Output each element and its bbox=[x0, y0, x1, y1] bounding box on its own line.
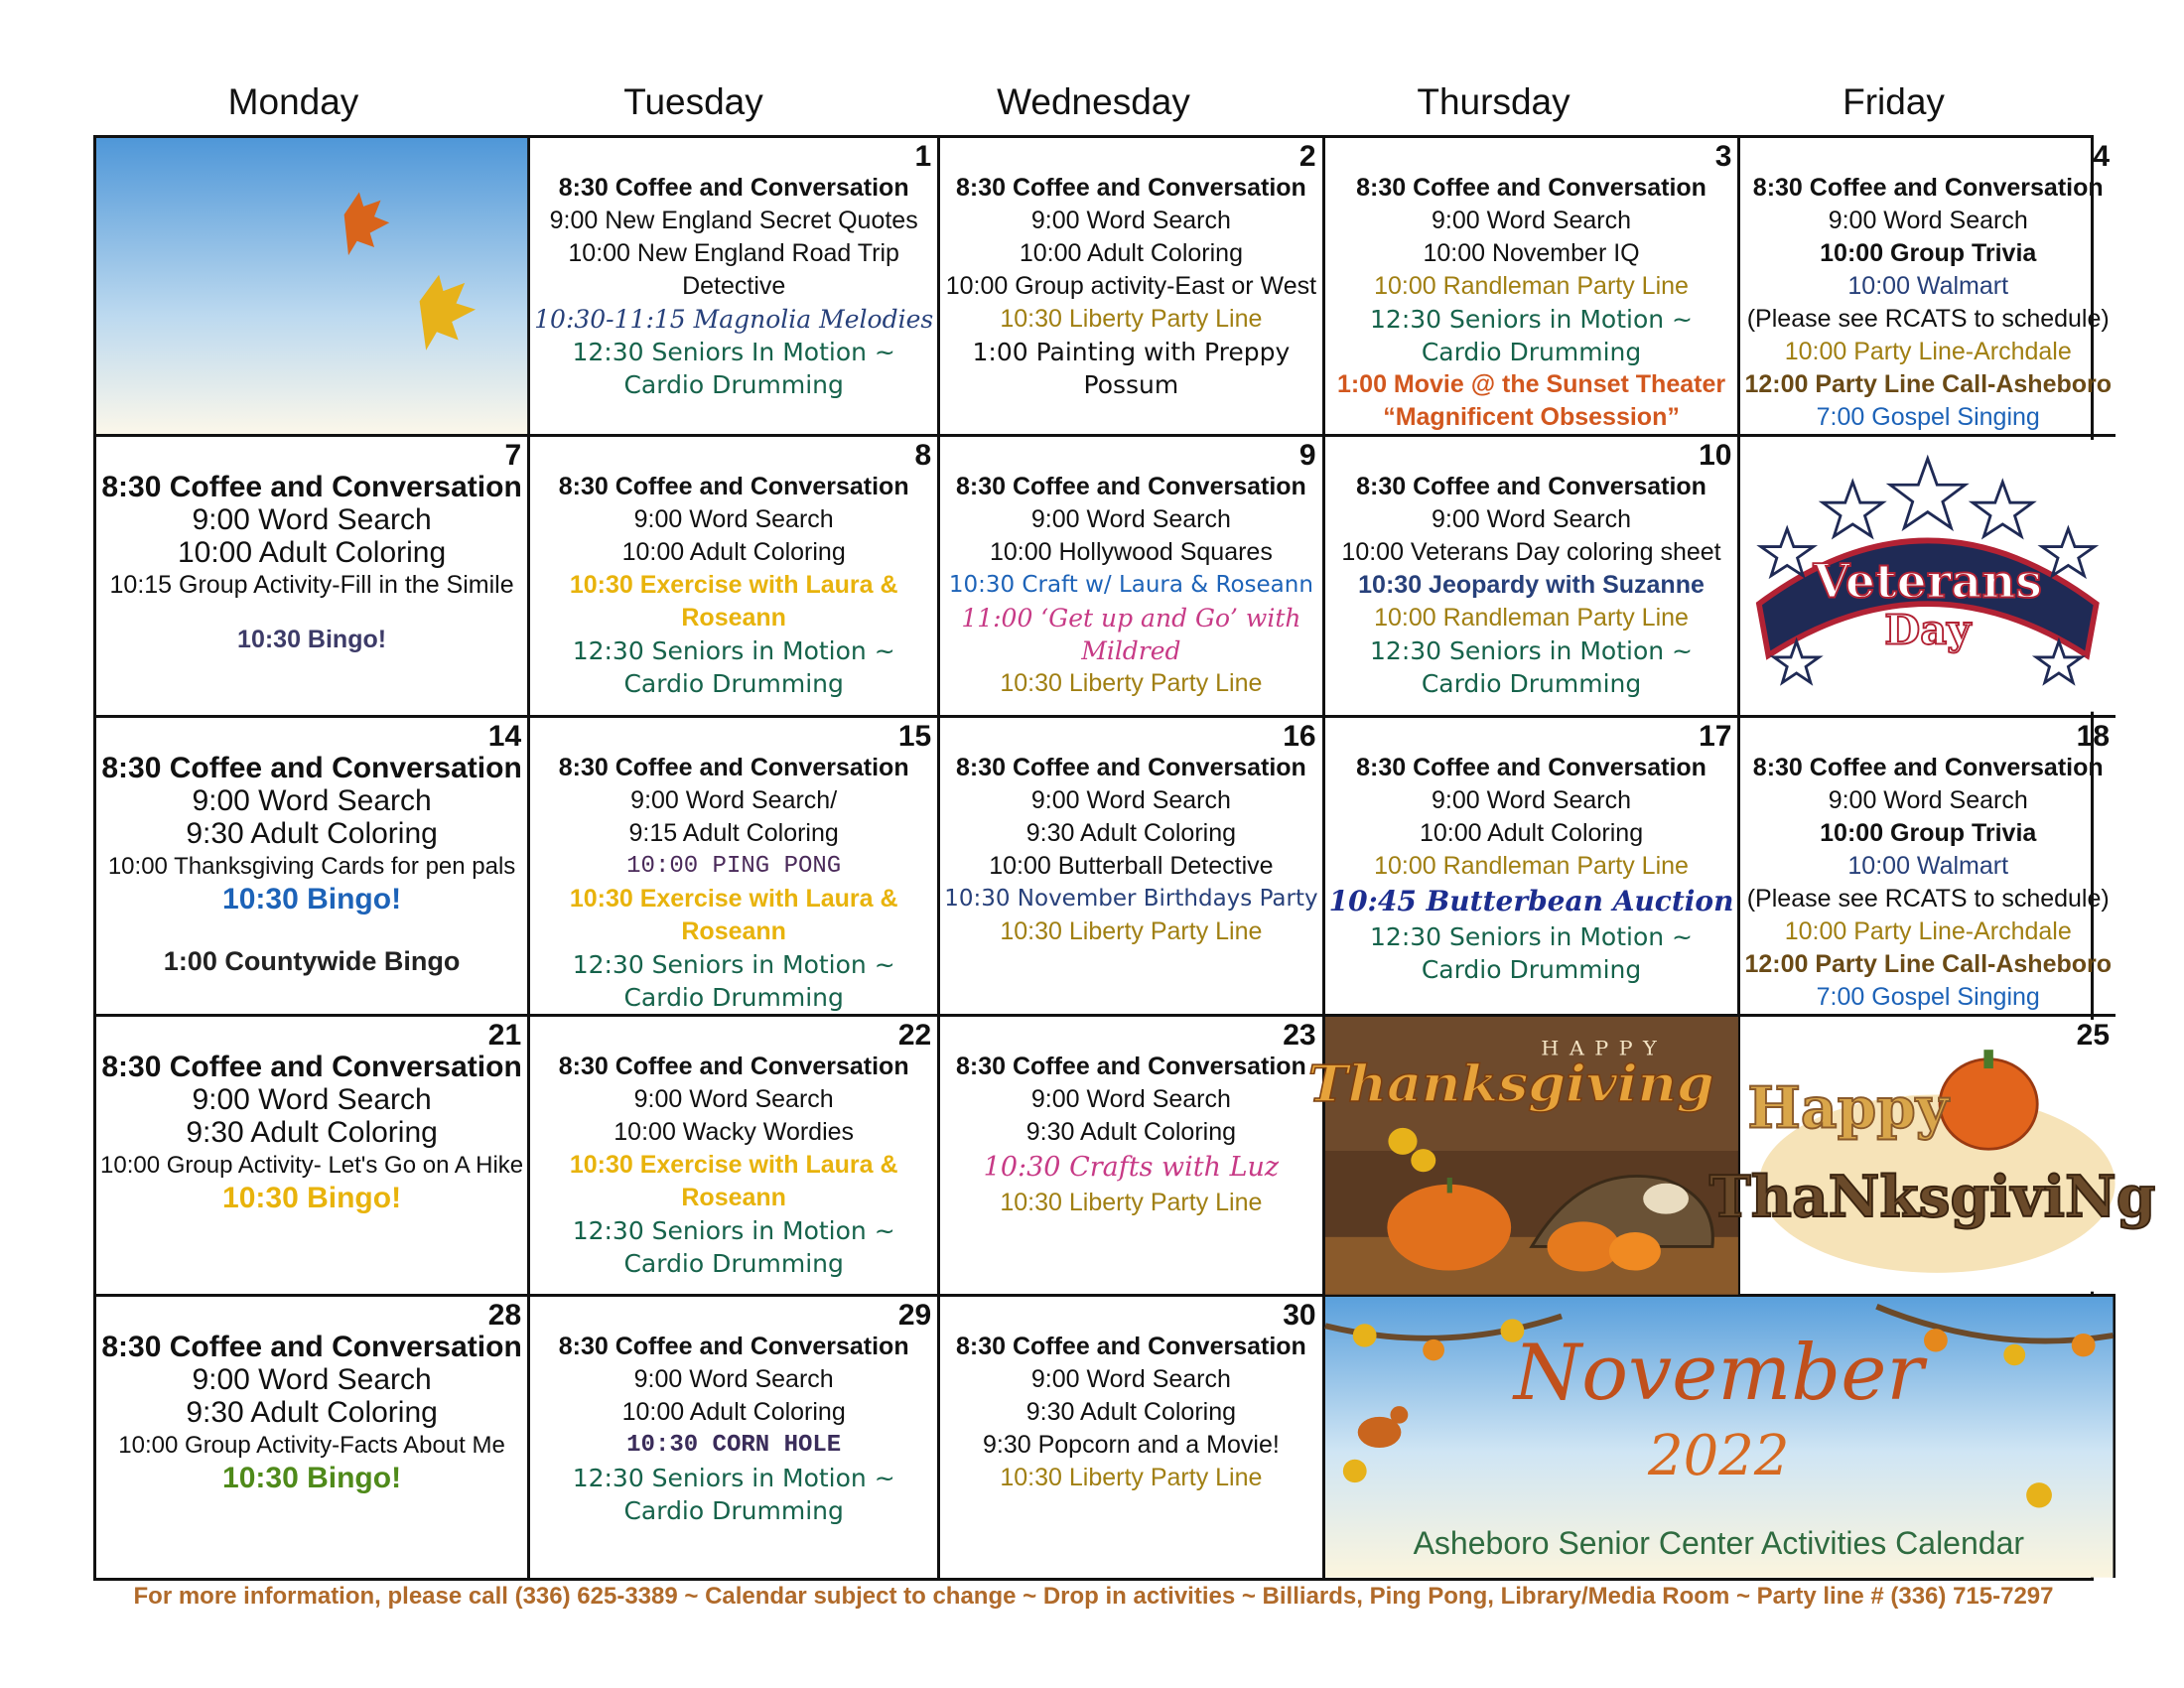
thanksgiving-sign-text: ThaNksgiviNg bbox=[1709, 1164, 2156, 1230]
event-line: 8:30 Coffee and Conversation bbox=[955, 1333, 1306, 1361]
event-line: 10:00 November IQ bbox=[1423, 239, 1640, 267]
event-line: 10:30 Liberty Party Line bbox=[1000, 305, 1263, 333]
event-line: 9:00 New England Secret Quotes bbox=[549, 207, 918, 234]
event-line: 8:30 Coffee and Conversation bbox=[1752, 753, 2104, 781]
event-line: 9:30 Adult Coloring bbox=[186, 816, 438, 850]
event-line: 10:00 PING PONG bbox=[626, 852, 842, 880]
event-line: 9:30 Popcorn and a Movie! bbox=[982, 1431, 1280, 1460]
day-cell-23 bbox=[940, 1017, 1324, 1298]
veterans-day-image bbox=[1740, 437, 2116, 718]
day-cell-4 bbox=[1740, 138, 2116, 437]
event-line: 10:30 Liberty Party Line bbox=[1000, 1188, 1263, 1216]
event-line: Cardio Drumming bbox=[623, 370, 844, 399]
event-line: 7:00 Gospel Singing bbox=[1816, 982, 2040, 1011]
event-line: 9:00 Word Search bbox=[1432, 207, 1632, 234]
event-line: 10:00 Party Line-Archdale bbox=[1784, 916, 2072, 945]
day-number: 9 bbox=[1298, 439, 1316, 472]
day-cell-2 bbox=[940, 138, 1324, 437]
event-line: 10:00 Walmart bbox=[1847, 851, 2009, 880]
day-number: 4 bbox=[2093, 140, 2111, 173]
event-line: 12:30 Seniors in Motion ~ bbox=[572, 1464, 895, 1493]
event-line: 9:00 Word Search bbox=[1828, 785, 2028, 814]
event-line: 10:00 Group Activity- Let's Go on A Hike bbox=[100, 1151, 524, 1179]
event-line: 10:30 Bingo! bbox=[222, 882, 402, 915]
event-line: 10:30 Jeopardy with Suzanne bbox=[1358, 571, 1705, 599]
event-line: Roseann bbox=[681, 916, 786, 945]
event-line: 8:30 Coffee and Conversation bbox=[955, 473, 1306, 500]
event-line: 9:00 Word Search bbox=[633, 505, 834, 533]
day-cell-28 bbox=[96, 1297, 530, 1578]
event-line: 10:30 Crafts with Luz bbox=[983, 1151, 1280, 1183]
happy-text: HAPPY bbox=[1540, 1036, 1667, 1060]
day-cell-18 bbox=[1740, 718, 2116, 1017]
veterans-day-text: Day bbox=[1884, 605, 1972, 654]
weekday-wednesday: Wednesday bbox=[997, 81, 1190, 122]
event-line: 8:30 Coffee and Conversation bbox=[558, 174, 909, 202]
event-line: 10:00 Veterans Day coloring sheet bbox=[1341, 538, 1721, 566]
event-line: 9:00 Word Search bbox=[192, 1363, 432, 1397]
day-cell-30 bbox=[940, 1297, 1324, 1578]
event-line: 8:30 Coffee and Conversation bbox=[955, 1052, 1306, 1080]
event-line: 10:45 Butterbean Auction bbox=[1328, 884, 1734, 917]
day-number: 8 bbox=[914, 439, 932, 472]
event-line: 12:30 Seniors in Motion ~ bbox=[1370, 921, 1693, 951]
day-cell-8 bbox=[530, 437, 940, 718]
event-line: 10:00 New England Road Trip bbox=[568, 239, 899, 267]
day-number: 23 bbox=[1283, 1018, 1316, 1052]
event-line: 10:30 Craft w/ Laura & Roseann bbox=[948, 572, 1313, 598]
event-line: 9:00 Word Search bbox=[192, 503, 432, 536]
thanksgiving-photo-image bbox=[1307, 1017, 1741, 1298]
event-line: 9:00 Word Search bbox=[1432, 785, 1632, 814]
event-line: 9:30 Adult Coloring bbox=[186, 1115, 438, 1149]
event-line: Cardio Drumming bbox=[623, 669, 844, 698]
event-line: 8:30 Coffee and Conversation bbox=[955, 753, 1306, 781]
event-line: Detective bbox=[682, 272, 786, 300]
day-number: 10 bbox=[1699, 439, 1732, 472]
event-line: 10:30 Liberty Party Line bbox=[1000, 916, 1263, 945]
event-line: Roseann bbox=[681, 1183, 786, 1211]
day-number: 14 bbox=[487, 719, 522, 753]
day-number: 3 bbox=[1714, 140, 1732, 173]
banner-month-title: November bbox=[1513, 1329, 1924, 1419]
day-cell-14 bbox=[96, 718, 530, 1017]
event-line: 10:30 Bingo! bbox=[222, 1462, 402, 1495]
event-line: 10:00 Adult Coloring bbox=[1019, 239, 1243, 267]
event-line: 10:00 Randleman Party Line bbox=[1374, 851, 1689, 880]
event-line: 9:30 Adult Coloring bbox=[1025, 818, 1237, 847]
event-line: 1:00 Painting with Preppy bbox=[972, 338, 1291, 366]
event-line: 8:30 Coffee and Conversation bbox=[558, 1052, 909, 1080]
day-cell-1 bbox=[530, 138, 940, 437]
day-cell-17 bbox=[1325, 718, 1741, 1017]
event-line: 8:30 Coffee and Conversation bbox=[558, 1333, 909, 1361]
event-line: 10:30 CORN HOLE bbox=[626, 1432, 842, 1460]
event-line: 8:30 Coffee and Conversation bbox=[955, 174, 1306, 202]
event-line: 8:30 Coffee and Conversation bbox=[558, 753, 909, 781]
event-line: 10:30 Exercise with Laura & bbox=[569, 1150, 898, 1179]
event-line: 10:00 Group activity-East or West bbox=[945, 272, 1317, 300]
event-line: 10:00 Adult Coloring bbox=[1419, 818, 1644, 847]
event-line: 12:00 Party Line Call-Asheboro bbox=[1744, 949, 2113, 978]
event-line: Possum bbox=[1083, 370, 1179, 399]
day-number: 25 bbox=[2076, 1018, 2111, 1052]
weekday-monday: Monday bbox=[227, 81, 359, 122]
event-line: 10:00 Hollywood Squares bbox=[989, 538, 1273, 566]
event-line: 8:30 Coffee and Conversation bbox=[1356, 753, 1706, 781]
event-line: 10:00 Adult Coloring bbox=[621, 538, 846, 566]
day-number: 28 bbox=[487, 1299, 522, 1333]
event-line: Roseann bbox=[681, 604, 786, 632]
weekday-friday: Friday bbox=[1843, 81, 1945, 122]
event-line: 10:00 Group Activity-Facts About Me bbox=[118, 1432, 505, 1460]
event-line: 9:00 Word Search bbox=[633, 1084, 834, 1113]
event-line: 9:00 Word Search bbox=[1432, 505, 1632, 533]
event-line: 10:30 Exercise with Laura & bbox=[569, 571, 898, 599]
veterans-title-text: Veterans bbox=[1814, 554, 2043, 610]
event-line: 11:00 ‘Get up and Go’ with bbox=[961, 604, 1301, 633]
weekday-tuesday: Tuesday bbox=[623, 81, 763, 122]
event-line: 12:30 Seniors in Motion ~ bbox=[572, 949, 895, 979]
day-number: 1 bbox=[914, 140, 932, 173]
event-line: 9:00 Word Search bbox=[1030, 1084, 1231, 1113]
event-line: 12:30 Seniors in Motion ~ bbox=[1370, 636, 1693, 665]
event-line: 8:30 Coffee and Conversation bbox=[101, 751, 522, 784]
event-line: 9:00 Word Search bbox=[192, 783, 432, 817]
event-line: 10:00 Butterball Detective bbox=[989, 851, 1274, 880]
event-line: 10:30 Bingo! bbox=[222, 1181, 402, 1214]
day-number: 2 bbox=[1298, 140, 1316, 173]
happy-thanksgiving-sign-icon bbox=[1709, 1017, 2156, 1295]
veterans-day-star-banner-icon bbox=[1740, 437, 2116, 715]
event-line: 10:30 November Birthdays Party bbox=[944, 885, 1318, 912]
event-line: 7:00 Gospel Singing bbox=[1816, 403, 2040, 431]
day-number: 22 bbox=[897, 1018, 932, 1052]
event-line: 10:00 Adult Coloring bbox=[177, 536, 447, 569]
event-line: Cardio Drumming bbox=[1421, 669, 1642, 698]
event-line: 9:30 Adult Coloring bbox=[1025, 1117, 1237, 1146]
day-number: 18 bbox=[2076, 719, 2111, 753]
autumn-leaves-image bbox=[96, 138, 530, 437]
event-line: 10:00 Adult Coloring bbox=[621, 1398, 846, 1427]
event-line: 10:00 Randleman Party Line bbox=[1374, 272, 1689, 300]
event-line: Cardio Drumming bbox=[623, 982, 844, 1012]
happy-sign-text: Happy bbox=[1747, 1075, 1950, 1142]
event-line: 10:30 Exercise with Laura & bbox=[569, 884, 898, 913]
event-line: 10:30 Bingo! bbox=[237, 626, 387, 653]
event-line: 8:30 Coffee and Conversation bbox=[101, 471, 522, 503]
event-line: 12:30 Seniors In Motion ~ bbox=[572, 338, 895, 366]
event-line: “Magnificent Obsession” bbox=[1383, 403, 1680, 431]
day-cell-3 bbox=[1325, 138, 1741, 437]
day-cell-9 bbox=[940, 437, 1324, 718]
event-line: (Please see RCATS to schedule) bbox=[1746, 305, 2110, 333]
event-line: 1:00 Countywide Bingo bbox=[163, 945, 461, 976]
event-line: 10:30 Liberty Party Line bbox=[1000, 669, 1263, 697]
event-line: 10:30-11:15 Magnolia Melodies bbox=[534, 305, 934, 334]
day-cell-15 bbox=[530, 718, 940, 1017]
event-line: 10:00 Group Trivia bbox=[1820, 818, 2037, 847]
event-line: 12:30 Seniors in Motion ~ bbox=[572, 1215, 895, 1245]
day-number: 17 bbox=[1699, 719, 1732, 753]
day-cell-10 bbox=[1325, 437, 1741, 718]
pumpkin-basket-icon bbox=[1307, 1017, 1738, 1295]
event-line: 8:30 Coffee and Conversation bbox=[1356, 473, 1706, 500]
banner-caption: Asheboro Senior Center Activities Calendar bbox=[1413, 1525, 2025, 1562]
event-line: 9:30 Adult Coloring bbox=[1025, 1398, 1237, 1427]
event-line: 10:00 Walmart bbox=[1847, 272, 2009, 300]
event-line: 10:00 Party Line-Archdale bbox=[1784, 338, 2072, 365]
event-line: 8:30 Coffee and Conversation bbox=[1752, 174, 2104, 202]
event-line: 9:00 Word Search bbox=[1828, 207, 2028, 234]
event-line: 10:30 Liberty Party Line bbox=[1000, 1464, 1263, 1492]
banner-year: 2022 bbox=[1648, 1424, 1790, 1489]
day-cell-7 bbox=[96, 437, 530, 718]
day-cell-25 bbox=[1709, 1017, 2156, 1298]
event-line: (Please see RCATS to schedule) bbox=[1746, 884, 2110, 913]
event-line: 8:30 Coffee and Conversation bbox=[101, 1050, 522, 1083]
event-line: 10:15 Group Activity-Fill in the Simile bbox=[109, 571, 514, 599]
november-banner bbox=[1325, 1297, 2116, 1578]
event-line: 9:00 Word Search bbox=[192, 1082, 432, 1116]
thanksgiving-title-text: Thanksgiving bbox=[1307, 1055, 1714, 1114]
day-cell-29 bbox=[530, 1297, 940, 1578]
day-number: 16 bbox=[1283, 719, 1316, 753]
event-line: 9:00 Word Search/ bbox=[630, 785, 838, 814]
day-number: 21 bbox=[487, 1018, 522, 1052]
event-line: 12:30 Seniors in Motion ~ bbox=[572, 636, 895, 665]
day-cell-22 bbox=[530, 1017, 940, 1298]
event-line: Mildred bbox=[1081, 636, 1181, 665]
event-line: 9:00 Word Search bbox=[1030, 207, 1231, 234]
event-line: Cardio Drumming bbox=[623, 1248, 844, 1278]
day-cell-16 bbox=[940, 718, 1324, 1017]
footer-info: For more information, please call (336) 625-3389 ~ Calendar subject to change ~ Drop in activities ~ Billiards, Ping Pong, Library/Media Room ~ Party line # (336) 715-7297 bbox=[133, 1583, 2054, 1610]
event-line: 1:00 Movie @ the Sunset Theater bbox=[1336, 370, 1726, 398]
event-line: 9:00 Word Search bbox=[1030, 785, 1231, 814]
calendar-grid bbox=[93, 135, 2156, 1581]
event-line: 9:00 Word Search bbox=[1030, 505, 1231, 533]
day-number: 30 bbox=[1283, 1299, 1316, 1333]
event-line: 8:30 Coffee and Conversation bbox=[101, 1331, 522, 1364]
event-line: 10:00 Thanksgiving Cards for pen pals bbox=[107, 852, 516, 880]
event-line: Cardio Drumming bbox=[1421, 954, 1642, 984]
event-line: Cardio Drumming bbox=[623, 1496, 844, 1526]
day-number: 7 bbox=[504, 439, 522, 472]
weekday-header bbox=[93, 81, 2094, 133]
event-line: 8:30 Coffee and Conversation bbox=[1356, 174, 1706, 202]
event-line: 9:30 Adult Coloring bbox=[186, 1396, 438, 1430]
event-line: 10:00 Randleman Party Line bbox=[1374, 604, 1689, 632]
day-number: 29 bbox=[897, 1299, 932, 1333]
falling-leaves-icon bbox=[96, 138, 527, 434]
event-line: 9:00 Word Search bbox=[633, 1365, 834, 1394]
day-number: 15 bbox=[897, 719, 932, 753]
day-cell-21 bbox=[96, 1017, 530, 1298]
event-line: 10:00 Wacky Wordies bbox=[614, 1117, 855, 1146]
event-line: 12:30 Seniors in Motion ~ bbox=[1370, 305, 1693, 334]
weekday-thursday: Thursday bbox=[1417, 81, 1570, 122]
event-line: 9:00 Word Search bbox=[1030, 1365, 1231, 1394]
event-line: 8:30 Coffee and Conversation bbox=[558, 473, 909, 500]
event-line: 9:15 Adult Coloring bbox=[628, 818, 839, 847]
event-line: Cardio Drumming bbox=[1421, 338, 1642, 366]
event-line: 10:00 Group Trivia bbox=[1820, 239, 2037, 267]
event-line: 12:00 Party Line Call-Asheboro bbox=[1744, 370, 2113, 398]
